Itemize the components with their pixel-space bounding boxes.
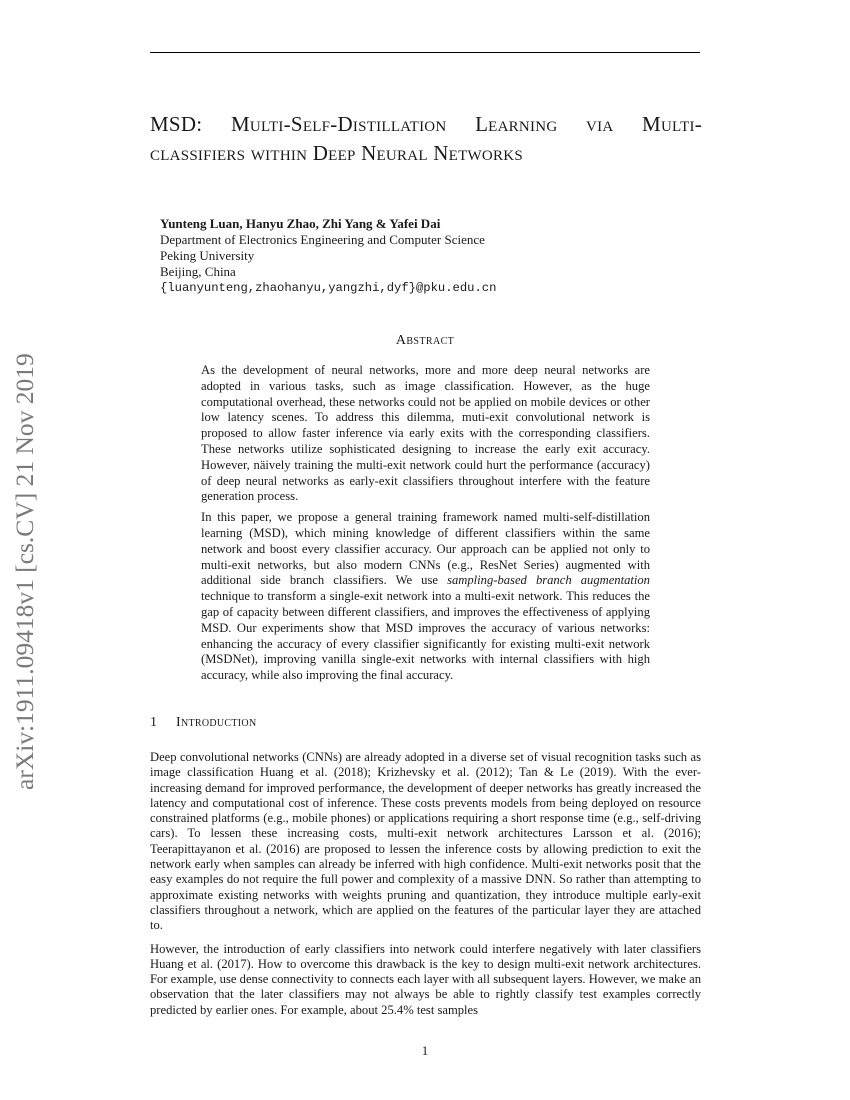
paper-title: MSD: Multi-Self-Distillation Learning via Multi-classifiers within Deep Neural Networks	[150, 112, 702, 165]
page-number: 1	[421, 1043, 429, 1058]
intro-paragraph-1: Deep convolutional networks (CNNs) are already adopted in a diverse set of visual recognition tasks such as image classification Huang et al. (2018); Krizhevsky et al. (2012); Tan & Le (2019). With the ever-increasing demand for improved performance, the development of deeper networks has greatly increased the latency and computational cost of inference. These costs prevents models from being deployed on resource constrained platforms (e.g., mobile phones) or applications requiring a short response time (e.g., self-driving cars). To lessen these increasing costs, multi-exit network architectures Larsson et al. (2016); Teerapittayanon et al. (2016) are proposed to lessen the inference costs by allowing prediction to exit the network early when samples can already be inferred with high confidence. Multi-exit networks posit that the easy examples do not require the full power and complexity of a massive DNN. So rather than attempting to approximate existing networks with weights pruning and quantization, they introduce multiple early-exit classifiers throughout a network, which are applied on the features of the particular layer they are attached to.	[150, 750, 701, 933]
author-names: Yunteng Luan, Hanyu Zhao, Zhi Yang & Yafei Dai	[160, 216, 441, 231]
abstract-paragraph-2	[201, 510, 650, 684]
section-heading-introduction	[150, 715, 700, 731]
author-block	[160, 216, 700, 296]
author-department: Department of Electronics Engineering and Computer Science	[160, 232, 485, 247]
section-title: Introduction	[176, 715, 257, 730]
section-number: 1	[150, 715, 158, 730]
arxiv-sidebar-stamp: arXiv:1911.09418v1 [cs.CV] 21 Nov 2019	[10, 353, 39, 790]
abstract-p2-start: In this paper, we propose a general training framework named multi-self-distillation learning (MSD), which mining knowledge of different classifiers within the same network and boost every classifier accuracy. Our approach can be applied not only to multi-exit networks, but also modern CNNs (e.g., ResNet Series) augmented with additional side branch classifiers. We use	[201, 510, 650, 588]
author-location: Beijing, China	[160, 264, 236, 279]
intro-paragraph-2: However, the introduction of early classifiers into network could interfere negatively with later classifiers Huang et al. (2017). How to overcome this drawback is the key to design multi-exit network architectures. For example, use dense connectivity to connects each layer with all subsequent layers. However, we make an observation that the later classifiers may not always be able to rightly classify test examples correctly predicted by earlier ones. For example, about 25.4% test samples	[150, 941, 701, 1017]
abstract-body	[201, 363, 650, 689]
abstract-heading: Abstract	[395, 333, 455, 348]
abstract-p2-end: technique to transform a single-exit network into a multi-exit network. This reduces the gap of capacity between different classifiers, and improves the effectiveness of applying MSD. Our experiments show that MSD improves the accuracy of various networks: enhancing the accuracy of every classifier significantly for existing multi-exit network (MSDNet), improving vanilla single-exit networks with internal classifiers with high accuracy, while also improving the final accuracy.	[201, 589, 650, 683]
introduction-body	[150, 750, 701, 1026]
author-email: {luanyunteng,zhaohanyu,yangzhi,dyf}@pku.edu.cn	[160, 281, 497, 295]
author-university: Peking University	[160, 248, 255, 263]
abstract-paragraph-1: As the development of neural networks, more and more deep neural networks are adopted in various tasks, such as image classification. However, as the huge computational overhead, these networks could not be applied on mobile devices or other low latency scenes. To address this dilemma, muti-exit convolutional network is proposed to allow faster inference via early exits with the corresponding classifiers. These networks utilize sophisticated designing to increase the early exit accuracy. However, näively training the multi-exit network could hurt the performance (accuracy) of deep neural networks as early-exit classifiers throughout interfere with the feature generation process.	[201, 363, 650, 504]
top-rule	[150, 52, 700, 53]
abstract-p2-emphasis: sampling-based branch augmentation	[447, 573, 650, 588]
